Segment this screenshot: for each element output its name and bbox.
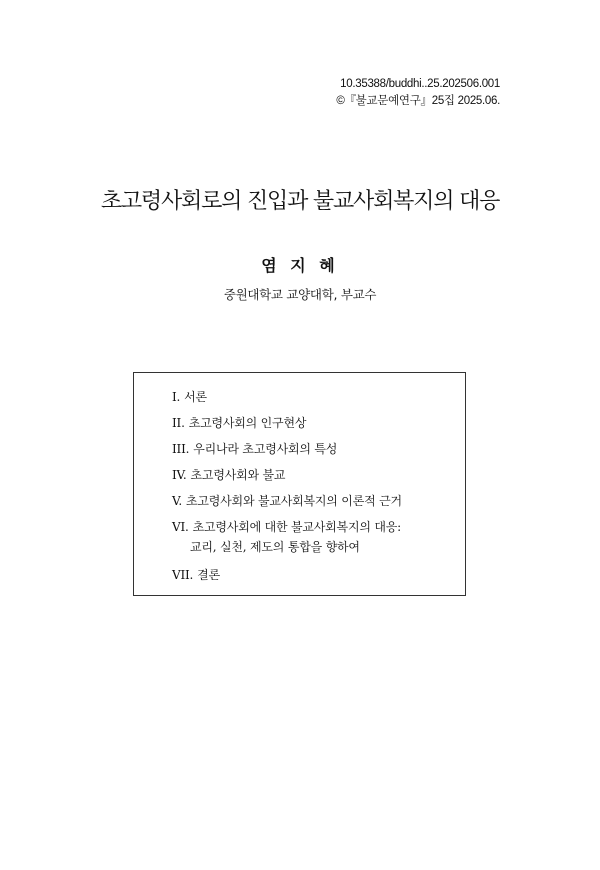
toc-item-number: II. (172, 416, 185, 430)
toc-item-number: I. (172, 390, 181, 404)
toc-item-number: VII. (172, 568, 194, 582)
journal-copyright: ©『불교문예연구』25집 2025.06. (336, 95, 500, 107)
toc-item-number: IV. (172, 468, 187, 482)
toc-item-subtitle: 교리, 실천, 제도의 통합을 향하여 (190, 540, 360, 554)
toc-item-label: 초고령사회에 대한 불교사회복지의 대응: (192, 520, 401, 534)
toc-item-label: 초고령사회와 불교 (190, 468, 286, 482)
table-of-contents (133, 372, 466, 596)
toc-item-7 (172, 565, 220, 585)
paper-title: 초고령사회로의 진입과 불교사회복지의 대응 (100, 189, 500, 214)
toc-item-label: 초고령사회의 인구현상 (188, 416, 307, 430)
toc-item-label: 서론 (184, 390, 207, 404)
article-metadata (336, 76, 500, 110)
toc-item-label: 결론 (197, 568, 220, 582)
toc-item-number: V. (172, 494, 182, 508)
toc-item-label: 우리나라 초고령사회의 특성 (193, 442, 338, 456)
doi-text: 10.35388/buddhi..25.202506.001 (340, 78, 500, 90)
author-affiliation: 중원대학교 교양대학, 부교수 (223, 287, 377, 302)
toc-item-label: 초고령사회와 불교사회복지의 이론적 근거 (185, 494, 402, 508)
toc-item-number: VI. (172, 520, 189, 534)
toc-item-5 (172, 491, 402, 511)
toc-item-2 (172, 413, 306, 433)
toc-item-3 (172, 439, 337, 459)
toc-item-4 (172, 465, 285, 485)
toc-item-1 (172, 387, 207, 407)
author-name: 염 지 혜 (261, 256, 339, 275)
toc-item-6 (172, 517, 401, 557)
toc-item-number: III. (172, 442, 190, 456)
